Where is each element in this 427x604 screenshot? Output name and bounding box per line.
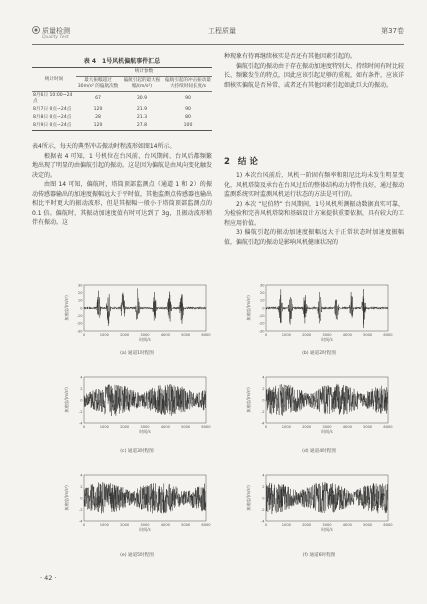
y-tick-label: 4 (262, 375, 265, 380)
y-tick-label: -4 (78, 519, 83, 524)
x-tick-label: 3000 (140, 523, 150, 527)
x-tick-label: 3000 (140, 425, 150, 429)
signal-trace (266, 289, 388, 328)
x-tick-label: 1000 (281, 523, 291, 527)
y-tick-label: -2 (78, 409, 83, 414)
table-header-date: 统计时间 (32, 68, 76, 92)
signal-trace (84, 482, 206, 513)
x-tick-label: 3000 (322, 523, 332, 527)
paragraph: 表4所示，每天的典型冲击振动时程波形如图14所示。 (32, 143, 176, 150)
x-tick-label: 0 (82, 425, 86, 429)
y-axis-label: 加速度/(m/s²) (64, 387, 69, 413)
x-tick-label: 3000 (322, 425, 332, 429)
y-axis-label: 加速度/(m/s²) (64, 295, 69, 321)
caption-f: (f) 通道6时程图 (302, 553, 336, 558)
x-tick-label: 2000 (302, 523, 312, 527)
y-tick-label: -4 (260, 519, 265, 524)
x-tick-label: 1000 (99, 523, 109, 527)
paragraph: 偏航引起的振动由于存在振动加速度特别大、持续时间有时比较长、频繁发生的特点，因此应该引起足够的重视，如有条件，应该详细核实偏航是否异常，或者还有其他因素引起如此巨大的振动。 (224, 62, 405, 89)
conclusion-item: 3) 偏航引起的振动加速度振幅远大于正常状态时加速度振幅值，偏航引起的振动是影响风机健康状况的 (224, 229, 404, 246)
x-tick-label: 5000 (363, 425, 373, 429)
table-header-duration: 偏航引起的冲击振动最大持续时间长度/s (165, 78, 211, 89)
x-tick-label: 4000 (160, 425, 170, 429)
y-tick-label: 0 (262, 398, 265, 403)
x-tick-label: 5000 (363, 523, 373, 527)
x-tick-label: 4000 (342, 333, 352, 337)
x-tick-label: 0 (82, 333, 86, 337)
yaw-event-table (32, 67, 212, 131)
x-axis-label: 时间/s (139, 527, 151, 532)
y-tick-label: 2 (262, 386, 265, 391)
y-tick-label: 30 (77, 283, 83, 288)
y-tick-label: -4 (260, 421, 265, 426)
left-column-text (32, 142, 212, 228)
x-tick-label: 2000 (120, 523, 130, 527)
x-tick-label: 5000 (181, 425, 191, 429)
x-tick-label: 3000 (140, 333, 150, 337)
x-tick-label: 4000 (160, 523, 170, 527)
x-tick-label: 1000 (99, 333, 109, 337)
x-tick-label: 1000 (281, 425, 291, 429)
volume-label: 第37卷 (381, 27, 404, 35)
page-number: · 42 · (40, 574, 57, 582)
y-axis-label: 加速度/(m/s²) (246, 295, 251, 321)
plot-channel-1 (62, 282, 212, 344)
journal-name-en: Quality Test (42, 35, 69, 40)
section-heading: 2 结 论 (224, 157, 258, 167)
x-tick-label: 0 (264, 333, 268, 337)
running-header (32, 26, 404, 38)
y-tick-label: 2 (262, 484, 265, 489)
x-tick-label: 0 (264, 523, 268, 527)
y-tick-label: 0 (262, 306, 265, 311)
y-tick-label: -20 (258, 321, 265, 326)
x-tick-label: 2000 (302, 425, 312, 429)
conclusion-item: 1) 本次台风前后，风机一阶固有频率和阻尼比均未发生明显变化，风机塔筒及承台在台风过后的整体结构动力特性良好，通过振动监测系统实时监测风机运行状态的方法是可行的。 (224, 172, 405, 198)
table-group-header: 统计参数 (76, 68, 212, 77)
y-tick-label: 4 (262, 473, 265, 478)
x-axis-label: 时间/s (139, 429, 151, 434)
x-tick-label: 2000 (120, 333, 130, 337)
x-axis-label: 时间/s (321, 337, 333, 342)
y-tick-label: -30 (76, 329, 83, 334)
table-row: 8月6日 10:00~24点 67 30.9 90 (32, 92, 212, 107)
plot-channel-2 (244, 282, 394, 344)
caption-e: (e) 通道5时程图 (120, 553, 154, 558)
y-tick-label: -2 (260, 507, 265, 512)
y-tick-label: 10 (77, 298, 83, 303)
paragraph: 种现象有待再继续核实是否还有其他因素引起的。 (224, 53, 357, 60)
x-tick-label: 4000 (342, 425, 352, 429)
plot-channel-6 (244, 472, 394, 534)
y-axis-label: 加速度/(m/s²) (64, 485, 69, 511)
paragraph: 根据表 4 可知，1 号机位在台风前、台风期间、台风后都频繁地出现了明显的由偏航引起的振动。这是因为偏航是由风向变化触发决定的。 (32, 152, 213, 179)
x-tick-label: 6000 (201, 333, 211, 337)
table-header-amp: 偏航引起的最大振幅/(m/s²) (123, 78, 161, 89)
y-tick-label: 4 (80, 375, 83, 380)
x-tick-label: 6000 (383, 425, 393, 429)
caption-d: (d) 通道4时程图 (302, 449, 336, 454)
x-tick-label: 2000 (302, 333, 312, 337)
x-tick-label: 1000 (99, 425, 109, 429)
x-tick-label: 3000 (322, 333, 332, 337)
signal-trace (266, 482, 388, 514)
header-rule (32, 44, 404, 45)
y-tick-label: -30 (258, 329, 265, 334)
y-tick-label: -2 (260, 409, 265, 414)
y-tick-label: -4 (78, 421, 83, 426)
x-axis-label: 时间/s (139, 337, 151, 342)
x-axis-label: 时间/s (321, 527, 333, 532)
caption-c: (c) 通道3时程图 (120, 449, 154, 454)
table-row: 8月7日 0点~24点 120 21.9 90 (33, 107, 191, 112)
y-axis-label: 加速度/(m/s²) (246, 387, 251, 413)
y-tick-label: 2 (80, 386, 83, 391)
conclusions-text (224, 171, 404, 247)
table-row: 8月8日 0点~24点 28 21.3 80 (33, 115, 191, 120)
y-tick-label: 10 (259, 298, 265, 303)
plot-channel-4 (244, 374, 394, 436)
signal-trace (84, 288, 206, 326)
x-tick-label: 5000 (363, 333, 373, 337)
x-tick-label: 0 (264, 425, 268, 429)
paragraph: 由图 14 可知，偏航时，塔筒顶部监测点（通道 1 和 2）的振动传感器输出的加速度振幅远大于平时值，其他监测点传感器也输出相比平时更大的振动波形，但是其振幅一般小于塔筒顶部监测点的 0.1 倍。偏航时，其振动加速度值有时可达到了 3g，且振动波形稍伴有振动。这 (32, 181, 213, 226)
plot-channel-5 (62, 472, 212, 534)
y-tick-label: 0 (80, 306, 83, 311)
y-tick-label: 0 (262, 496, 265, 501)
y-tick-label: -10 (258, 313, 265, 318)
y-tick-label: 20 (259, 290, 265, 295)
x-tick-label: 4000 (160, 333, 170, 337)
y-tick-label: -20 (76, 321, 83, 326)
conclusion-item: 2) 本次 “尼伯特” 台风期间，1号风机所测振动数据真实可靠，为检验和完善风机塔筒和基础设计方案提供重要依据，具有较大的工程应用价值。 (224, 200, 405, 227)
x-tick-label: 6000 (201, 523, 211, 527)
y-tick-label: 30 (259, 283, 265, 288)
journal-title: 工程质量 (208, 27, 236, 35)
y-tick-label: 4 (80, 473, 83, 478)
signal-trace (84, 384, 206, 416)
x-tick-label: 4000 (342, 523, 352, 527)
y-tick-label: -10 (76, 313, 83, 318)
x-tick-label: 1000 (281, 333, 291, 337)
signal-trace (266, 384, 388, 416)
y-axis-label: 加速度/(m/s²) (246, 485, 251, 511)
y-tick-label: 0 (80, 398, 83, 403)
x-tick-label: 2000 (120, 425, 130, 429)
x-tick-label: 6000 (383, 523, 393, 527)
journal-name: 质量检测 (42, 27, 70, 35)
x-tick-label: 0 (82, 523, 86, 527)
x-tick-label: 6000 (383, 333, 393, 337)
y-tick-label: 2 (80, 484, 83, 489)
y-tick-label: 20 (77, 290, 83, 295)
x-tick-label: 5000 (181, 333, 191, 337)
table-row: 8月9日 0点~24点 120 27.8 100 (32, 122, 212, 131)
caption-b: (b) 通道2时程图 (302, 351, 336, 356)
x-axis-label: 时间/s (321, 429, 333, 434)
table-title: 表 4 1号风机偏航事件汇总 (83, 58, 161, 65)
table-header-count: 最大振幅超过 30m/s² 的偏航次数 (77, 78, 119, 89)
journal-logo-icon (32, 26, 40, 34)
x-tick-label: 6000 (201, 425, 211, 429)
plot-channel-3 (62, 374, 212, 436)
caption-a: (a) 通道1时程图 (120, 351, 154, 356)
x-tick-label: 5000 (181, 523, 191, 527)
right-column-text (224, 52, 404, 90)
y-tick-label: -2 (78, 507, 83, 512)
y-tick-label: 0 (80, 496, 83, 501)
